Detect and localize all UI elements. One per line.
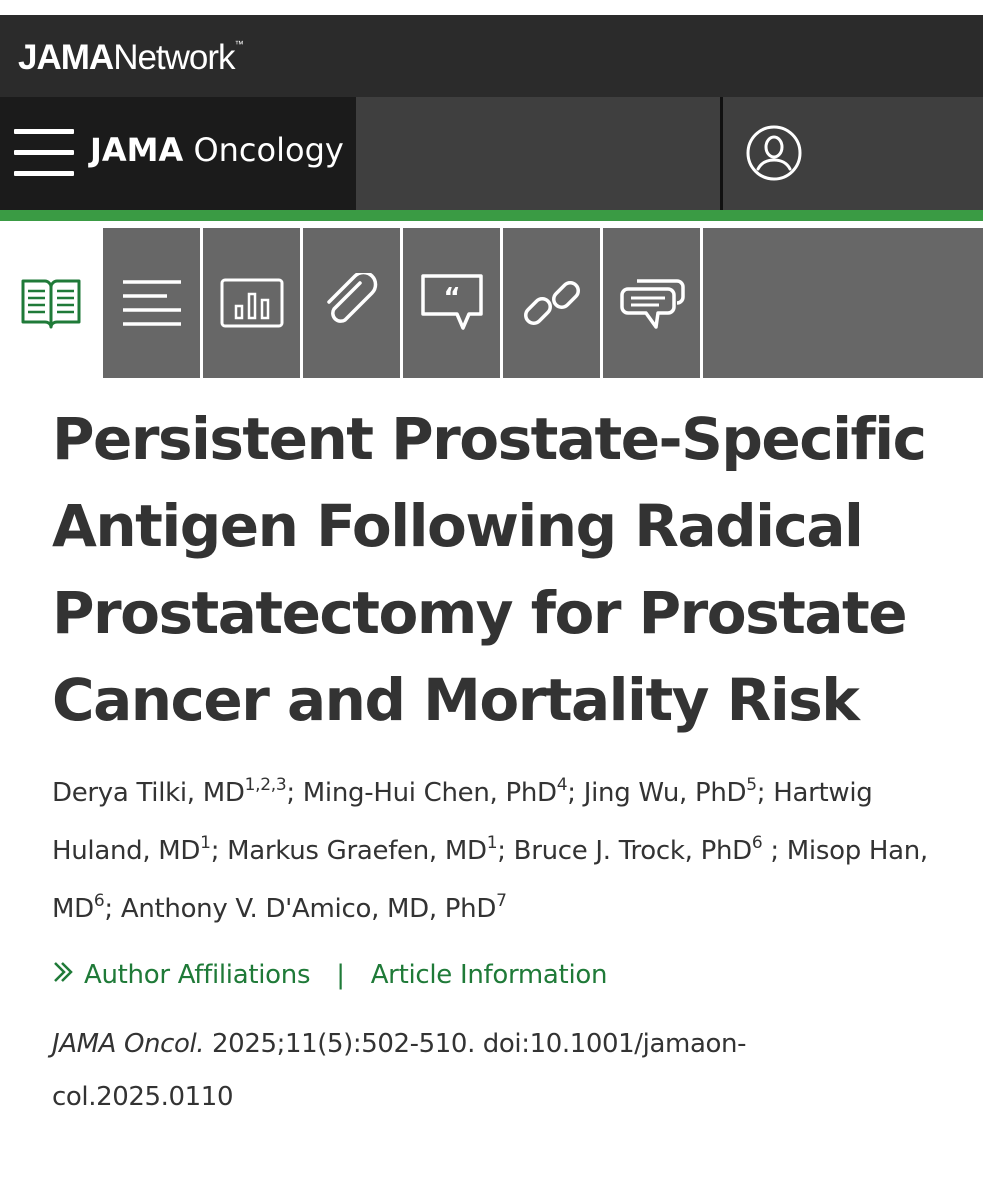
accent-rule [0, 210, 983, 221]
author-affiliation-number[interactable]: 6 [751, 833, 763, 853]
author-affiliation-number[interactable]: 7 [496, 891, 507, 911]
tab-comments[interactable] [603, 228, 700, 378]
comment-bubble-icon [619, 275, 685, 331]
tab-article[interactable] [0, 228, 102, 378]
double-chevron-right-icon[interactable] [52, 960, 74, 991]
article-toolbar [0, 228, 983, 378]
author-affiliation-number[interactable]: 5 [746, 775, 757, 795]
author-name[interactable]: Markus Graefen, MD [227, 836, 487, 866]
author-separator: ; [756, 778, 774, 808]
author-separator: ; [567, 778, 584, 808]
tab-supplemental[interactable] [303, 228, 400, 378]
header-divider [720, 97, 723, 210]
article-title: Persistent Prostate-Specific Antigen Following Radical Prostatectomy for Prostate Cancer and Mortality Risk [52, 405, 926, 734]
link-separator: | [336, 960, 345, 990]
author-separator: ; [286, 778, 303, 808]
jama-network-logo[interactable] [18, 40, 244, 75]
author-name[interactable]: Jing Wu, PhD [583, 778, 747, 808]
quote-bubble-icon [420, 273, 484, 333]
author-affiliation-number[interactable]: 1 [486, 833, 498, 853]
author-affiliation-number[interactable]: 1 [200, 833, 211, 853]
author-list [52, 764, 967, 938]
author-separator: ; [762, 836, 787, 866]
author-name[interactable]: Hartwig Huland, MD [52, 778, 873, 866]
toolbar-filler [703, 228, 983, 378]
tab-permalink[interactable] [503, 228, 600, 378]
logo-text: Network [113, 38, 235, 77]
logo-bold-text: JAMA [18, 38, 114, 77]
journal-title-bold: JAMA [90, 131, 184, 169]
link-icon [520, 273, 584, 333]
author-name[interactable]: Ming-Hui Chen, PhD [302, 778, 557, 808]
author-separator: ; [210, 836, 228, 866]
author-separator: ; [497, 836, 514, 866]
citation-details: 2025;11(5):502-510. doi:10.1001/jamaoncol.2025.0110 [52, 1029, 747, 1112]
author-affiliation-number[interactable]: 1,2,3 [244, 775, 287, 795]
citation-journal: JAMA Oncol. [52, 1029, 205, 1059]
text-lines-icon [121, 279, 183, 327]
user-account-icon[interactable] [745, 124, 803, 182]
author-affiliation-number[interactable]: 4 [556, 775, 568, 795]
article-links [52, 955, 607, 995]
paperclip-icon [320, 273, 384, 333]
author-separator: ; [104, 894, 121, 924]
bar-chart-icon [220, 278, 284, 328]
svg-text:“: “ [442, 283, 461, 313]
book-icon [19, 275, 83, 331]
author-affiliation-number[interactable]: 6 [93, 891, 105, 911]
author-name[interactable]: Bruce J. Trock, PhD [513, 836, 752, 866]
tab-full-text[interactable] [103, 228, 200, 378]
journal-title[interactable] [90, 130, 344, 170]
hamburger-menu-icon[interactable] [14, 129, 74, 177]
author-affiliations-link[interactable]: Author Affiliations [84, 960, 311, 990]
tab-cite[interactable] [403, 228, 500, 378]
article-information-link[interactable]: Article Information [370, 960, 608, 990]
tab-figures[interactable] [203, 228, 300, 378]
citation [52, 1018, 872, 1124]
author-name[interactable]: Misop Han, MD [52, 836, 928, 924]
journal-title-rest: Oncology [193, 131, 344, 169]
trademark-mark: ™ [234, 39, 244, 49]
author-name[interactable]: Anthony V. D'Amico, MD, PhD [120, 894, 497, 924]
author-name[interactable]: Derya Tilki, MD [52, 778, 245, 808]
